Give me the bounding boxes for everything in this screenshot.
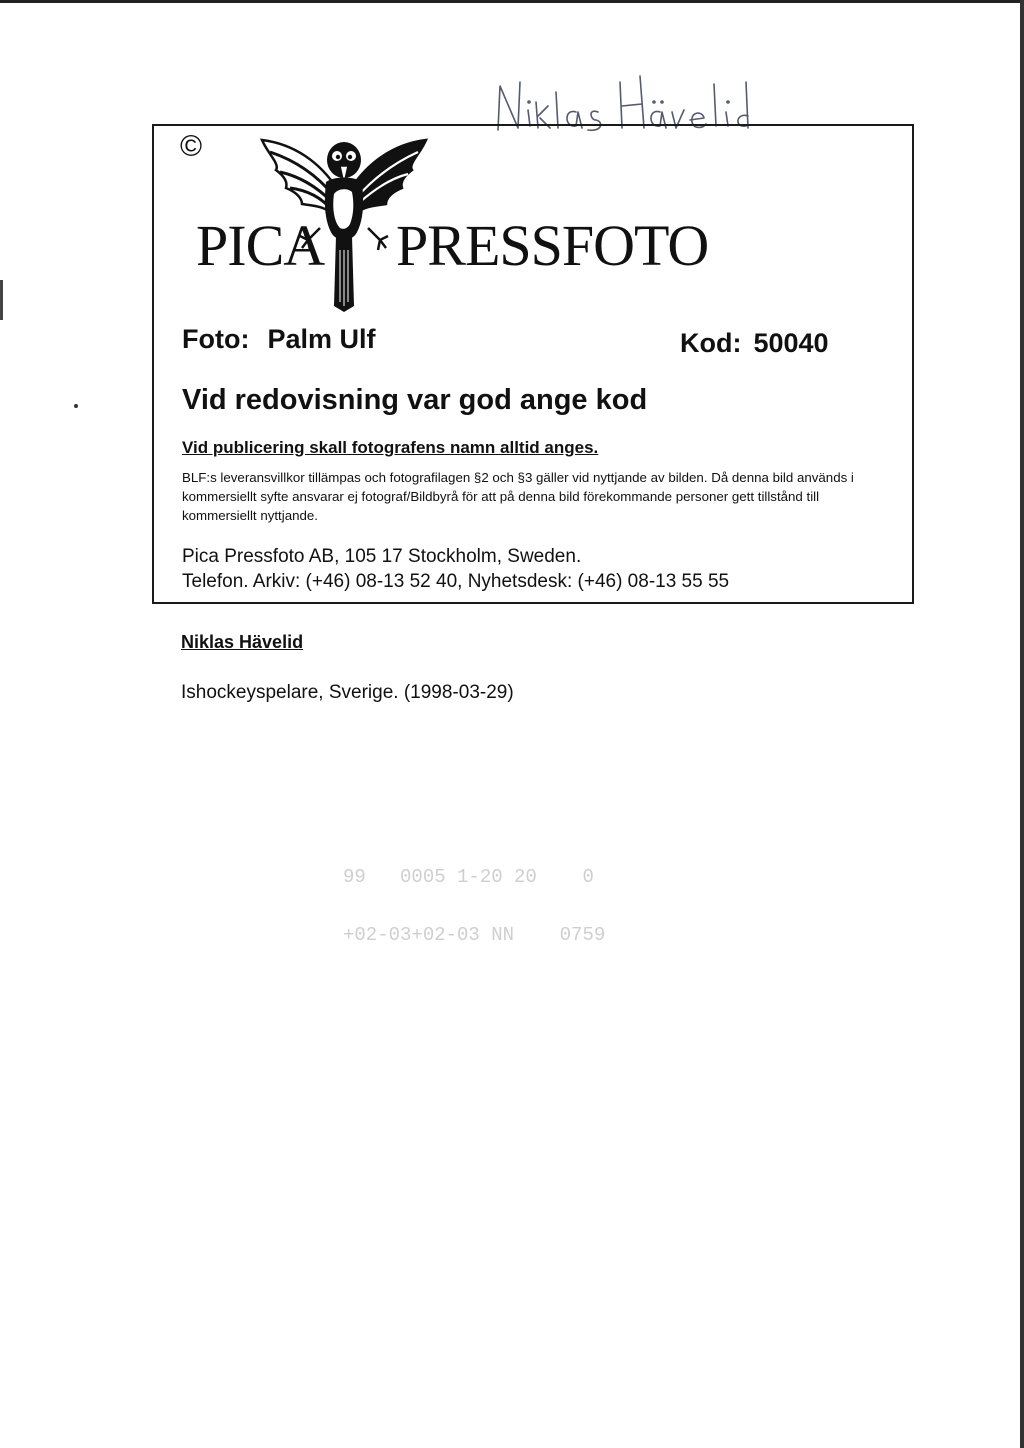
subject-name: Niklas Hävelid <box>181 632 304 652</box>
page-edge-top <box>0 0 1024 3</box>
photographer-name: Palm Ulf <box>267 324 376 354</box>
publication-notice: Vid publicering skall fotografens namn alltid anges. <box>182 438 599 457</box>
faint-archive-code-1: 99 0005 1-20 20 0 <box>343 866 594 888</box>
photographer-credit <box>182 324 376 355</box>
agency-address: Pica Pressfoto AB, 105 17 Stockholm, Sweden. <box>182 546 582 567</box>
foto-label: Foto: <box>182 324 250 354</box>
page-edge-left <box>0 280 3 320</box>
agency-phone: Telefon. Arkiv: (+46) 08-13 52 40, Nyhetsdesk: (+46) 08-13 55 55 <box>182 571 730 592</box>
kod-label: Kod: <box>680 328 742 358</box>
photo-code <box>680 328 829 359</box>
faint-archive-code-2: +02-03+02-03 NN 0759 <box>343 924 606 946</box>
subject-caption: Ishockeyspelare, Sverige. (1998-03-29) <box>181 682 514 703</box>
brand-name-pressfoto: PRESSFOTO <box>396 213 709 278</box>
page-edge-right <box>1020 0 1024 1448</box>
kod-value: 50040 <box>753 328 829 358</box>
agency-contact <box>182 544 729 594</box>
copyright-symbol: © <box>180 130 203 163</box>
license-terms: BLF:s leveransvillkor tillämpas och fotografilagen §2 och §3 gäller vid nyttjande av bilden. Då denna bild används i kommersiellt syfte ansvarar ej fotograf/Bildbyrå för att på denna bild förekommande personer gett tillstånd till kommersiellt nyttjande. <box>182 470 854 523</box>
pica-pressfoto-stamp <box>152 124 914 604</box>
code-instruction-heading: Vid redovisning var god ange kod <box>182 384 648 416</box>
stray-dot <box>74 404 78 408</box>
brand-name-pica: PICA <box>196 213 325 278</box>
